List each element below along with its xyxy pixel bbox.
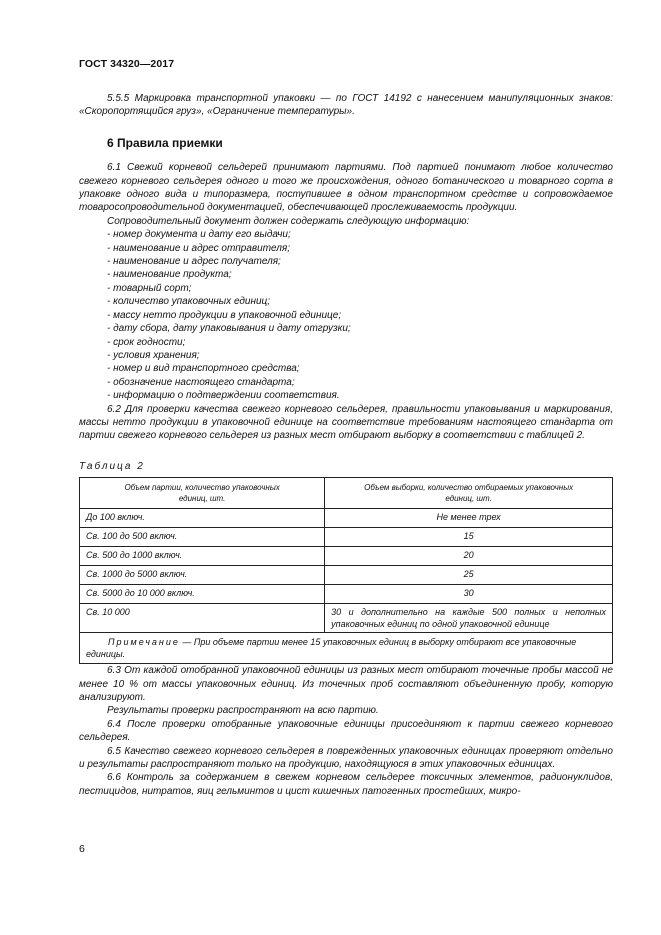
list-item: - номер и вид транспортного средства;: [107, 363, 300, 375]
paragraph-5-5-5: 5.5.5 Маркировка транспортной упаковки — по ГОСТ 14192 с нанесением манипуляционных знаков: «Скоропортящийся груз», «Ограничение температуры».: [79, 93, 613, 118]
table-cell-lot: До 100 включ.: [80, 509, 325, 528]
list-item: - наименование и адрес отправителя;: [107, 242, 291, 254]
list-item: - информацию о подтверждении соответствия.: [107, 390, 340, 402]
table-header-row: [80, 478, 613, 509]
table-caption: Таблица 2: [79, 460, 145, 472]
sampling-table: [79, 477, 613, 664]
paragraph-6-2: 6.2 Для проверки качества свежего корневого сельдерея, правильности упаковывания и маркирования, массы нетто продукции в упаковочной единице на соответствие требованиям настоящего стандарта от партии свежего корневого сельдерея из разных мест отбирают выборку в соответствии с таблицей 2.: [79, 403, 613, 442]
table-row: [80, 509, 613, 528]
list-item: - товарный сорт;: [107, 282, 192, 294]
list-item: - наименование и адрес получателя;: [107, 256, 281, 268]
table-note: [80, 633, 613, 664]
table-cell-lot: Св. 5000 до 10 000 включ.: [80, 585, 325, 604]
table-header-lot-size: Объем партии, количество упаковочных единиц, шт.: [80, 478, 325, 509]
list-item: - дату сбора, дату упаковывания и дату отгрузки;: [107, 323, 351, 335]
list-item: - количество упаковочных единиц;: [107, 296, 271, 308]
section-title: 6 Правила приемки: [107, 135, 223, 150]
paragraph-doc-intro: Сопроводительный документ должен содержать следующую информацию:: [107, 215, 470, 227]
paragraph-6-1: 6.1 Свежий корневой сельдерей принимают партиями. Под партией понимают любое количество свежего корневого сельдерея одного и того же происхождения, одного ботанического и товарного сорта в упаковке одного вида и типоразмера, поступившее в одном транспортном средстве и сопровождаемое товаросопроводительной документацией, обеспечивающей прослеживаемость продукции.: [79, 162, 613, 214]
table-cell-lot: Св. 10 000: [80, 604, 325, 633]
paragraph-6-4: 6.4 После проверки отобранные упаковочные единицы присоединяют к партии свежего корневого сельдерея.: [79, 718, 613, 744]
table-cell-sample: 20: [325, 547, 613, 566]
list-item: - наименование продукта;: [107, 269, 232, 281]
table-row: [80, 585, 613, 604]
table-cell-lot: Св. 500 до 1000 включ.: [80, 547, 325, 566]
table-header-sample-size: Объем выборки, количество отбираемых упаковочных единиц, шт.: [325, 478, 613, 509]
list-item: - условия хранения;: [107, 349, 200, 361]
table-cell-lot: Св. 100 до 500 включ.: [80, 528, 325, 547]
table-cell-sample: Не менее трех: [325, 509, 613, 528]
table-row: [80, 547, 613, 566]
list-item: - массу нетто продукции в упаковочной единице;: [107, 309, 342, 321]
table-note-row: [80, 633, 613, 664]
note-label: Примечание: [108, 637, 180, 648]
list-item: - номер документа и дату его выдачи;: [107, 229, 291, 241]
paragraph-6-6: 6.6 Контроль за содержанием в свежем корневом сельдерее токсичных элементов, радионуклидов, пестицидов, нитратов, яиц гельминтов и цист кишечных патогенных простейших, микро-: [79, 772, 613, 797]
paragraph-6-5: 6.5 Качество свежего корневого сельдерея в поврежденных упаковочных единицах проверяют отдельно и результаты распространяют только на продукцию, находящуюся в этих упаковочных единицах.: [79, 745, 613, 770]
table-row: [80, 528, 613, 547]
table-row: [80, 604, 613, 633]
table-cell-sample: 30 и дополнительно на каждые 500 полных и неполных упаковочных единиц по одной упаковочной единице: [325, 604, 613, 633]
table-cell-sample: 15: [325, 528, 613, 547]
document-info-list: [79, 228, 613, 402]
page-content: [79, 92, 613, 798]
list-item: - срок годности;: [107, 336, 186, 348]
note-text: — При объеме партии менее 15 упаковочных единиц в выборку отбирают все упаковочные единицы.: [86, 637, 577, 660]
table-row: [80, 566, 613, 585]
table-cell-sample: 30: [325, 585, 613, 604]
paragraph-6-3: 6.3 От каждой отобранной упаковочной единицы из разных мест отбирают точечные пробы массой не менее 10 % от массы упаковочных единиц. Из точечных проб составляют объединенную пробу, которую анализируют.: [79, 665, 613, 703]
table-cell-lot: Св. 1000 до 5000 включ.: [80, 566, 325, 585]
document-header: ГОСТ 34320—2017: [79, 58, 175, 70]
page-number: 6: [79, 843, 85, 855]
table-cell-sample: 25: [325, 566, 613, 585]
paragraph-6-3-result: Результаты проверки распространяют на всю партию.: [107, 705, 379, 717]
list-item: - обозначение настоящего стандарта;: [107, 376, 295, 388]
